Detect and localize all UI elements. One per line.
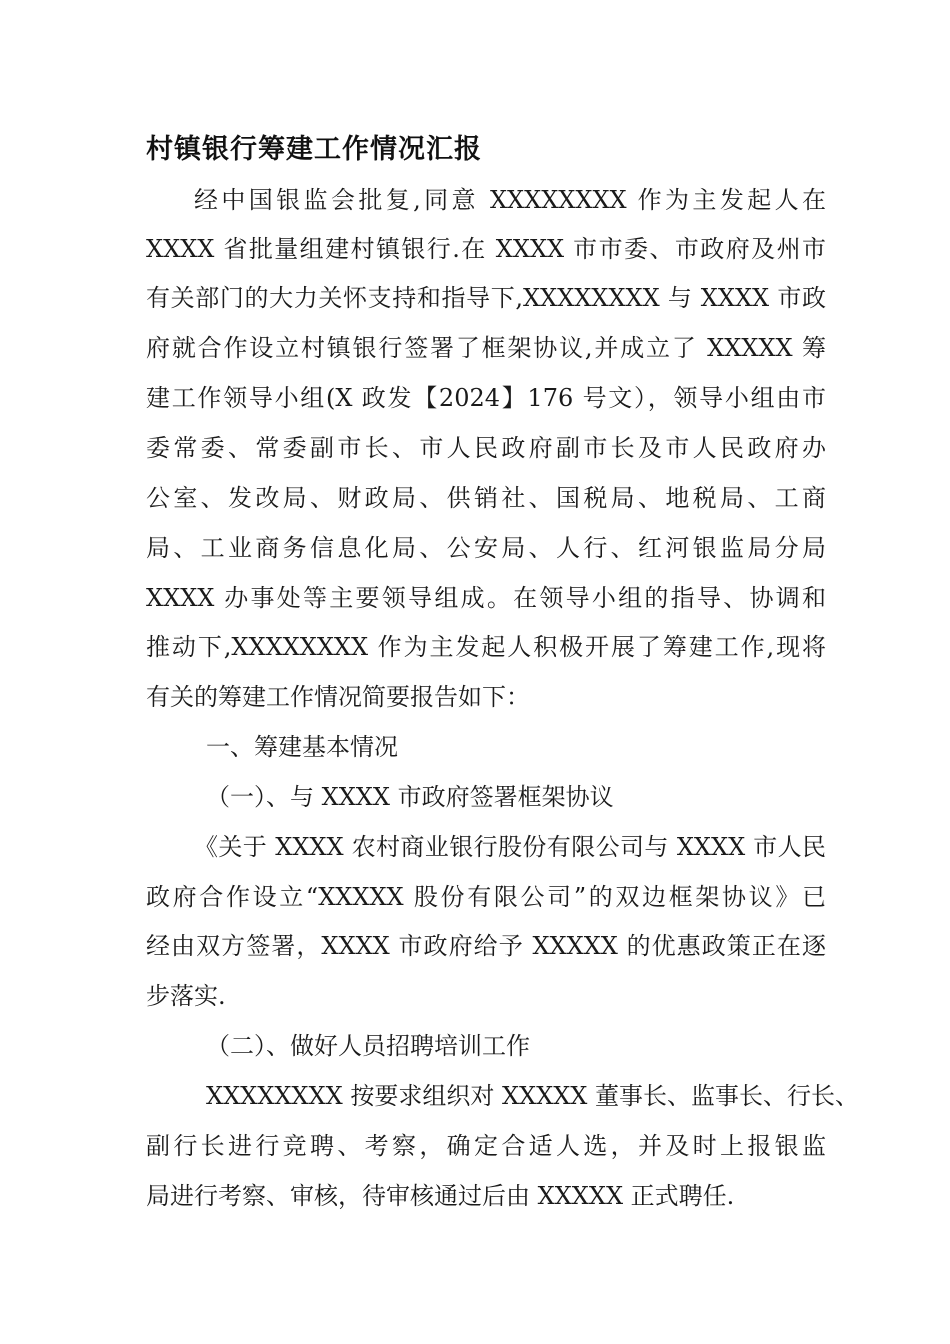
paragraph-line: 政府合作设立“XXXXX 股份有限公司”的双边框架协议》已 [146,883,826,911]
paragraph-line: 建工作领导小组(X 政发【2024】176 号文），领导小组由市 [146,384,826,412]
subsection-heading: （一）、与 XXXX 市政府签署框架协议 [206,783,614,811]
paragraph-line: 局进行考察、审核，待审核通过后由 XXXXX 正式聘任. [146,1182,735,1210]
paragraph-line: XXXX 省批量组建村镇银行.在 XXXX 市市委、市政府及州市 [146,235,826,263]
paragraph-line: XXXXXXXX 按要求组织对 XXXXX 董事长、监事长、行长、 [206,1082,860,1110]
subsection-heading: （二）、做好人员招聘培训工作 [206,1032,530,1060]
paragraph-line: 推动下,XXXXXXXX 作为主发起人积极开展了筹建工作,现将 [146,633,826,661]
paragraph-line: 经由双方签署，XXXX 市政府给予 XXXXX 的优惠政策正在逐 [146,932,826,960]
paragraph-line: 委常委、常委副市长、市人民政府副市长及市人民政府办 [146,434,826,462]
paragraph-line: 经中国银监会批复,同意 XXXXXXXX 作为主发起人在 [194,186,826,214]
paragraph-line: 步落实. [146,982,226,1010]
paragraph-line: 有关部门的大力关怀支持和指导下,XXXXXXXX 与 XXXX 市政 [146,284,826,312]
document-title: 村镇银行筹建工作情况汇报 [146,134,482,165]
paragraph-line: 副行长进行竞聘、考察，确定合适人选，并及时上报银监 [146,1132,826,1160]
paragraph-line: 有关的筹建工作情况简要报告如下： [146,683,530,711]
paragraph-line: 《关于 XXXX 农村商业银行股份有限公司与 XXXX 市人民 [194,833,826,861]
section-heading: 一、筹建基本情况 [206,733,398,761]
paragraph-line: XXXX 办事处等主要领导组成。在领导小组的指导、协调和 [146,584,826,612]
paragraph-line: 局、工业商务信息化局、公安局、人行、红河银监局分局 [146,534,826,562]
paragraph-line: 府就合作设立村镇银行签署了框架协议,并成立了 XXXXX 筹 [146,334,826,362]
paragraph-line: 公室、发改局、财政局、供销社、国税局、地税局、工商 [146,484,826,512]
